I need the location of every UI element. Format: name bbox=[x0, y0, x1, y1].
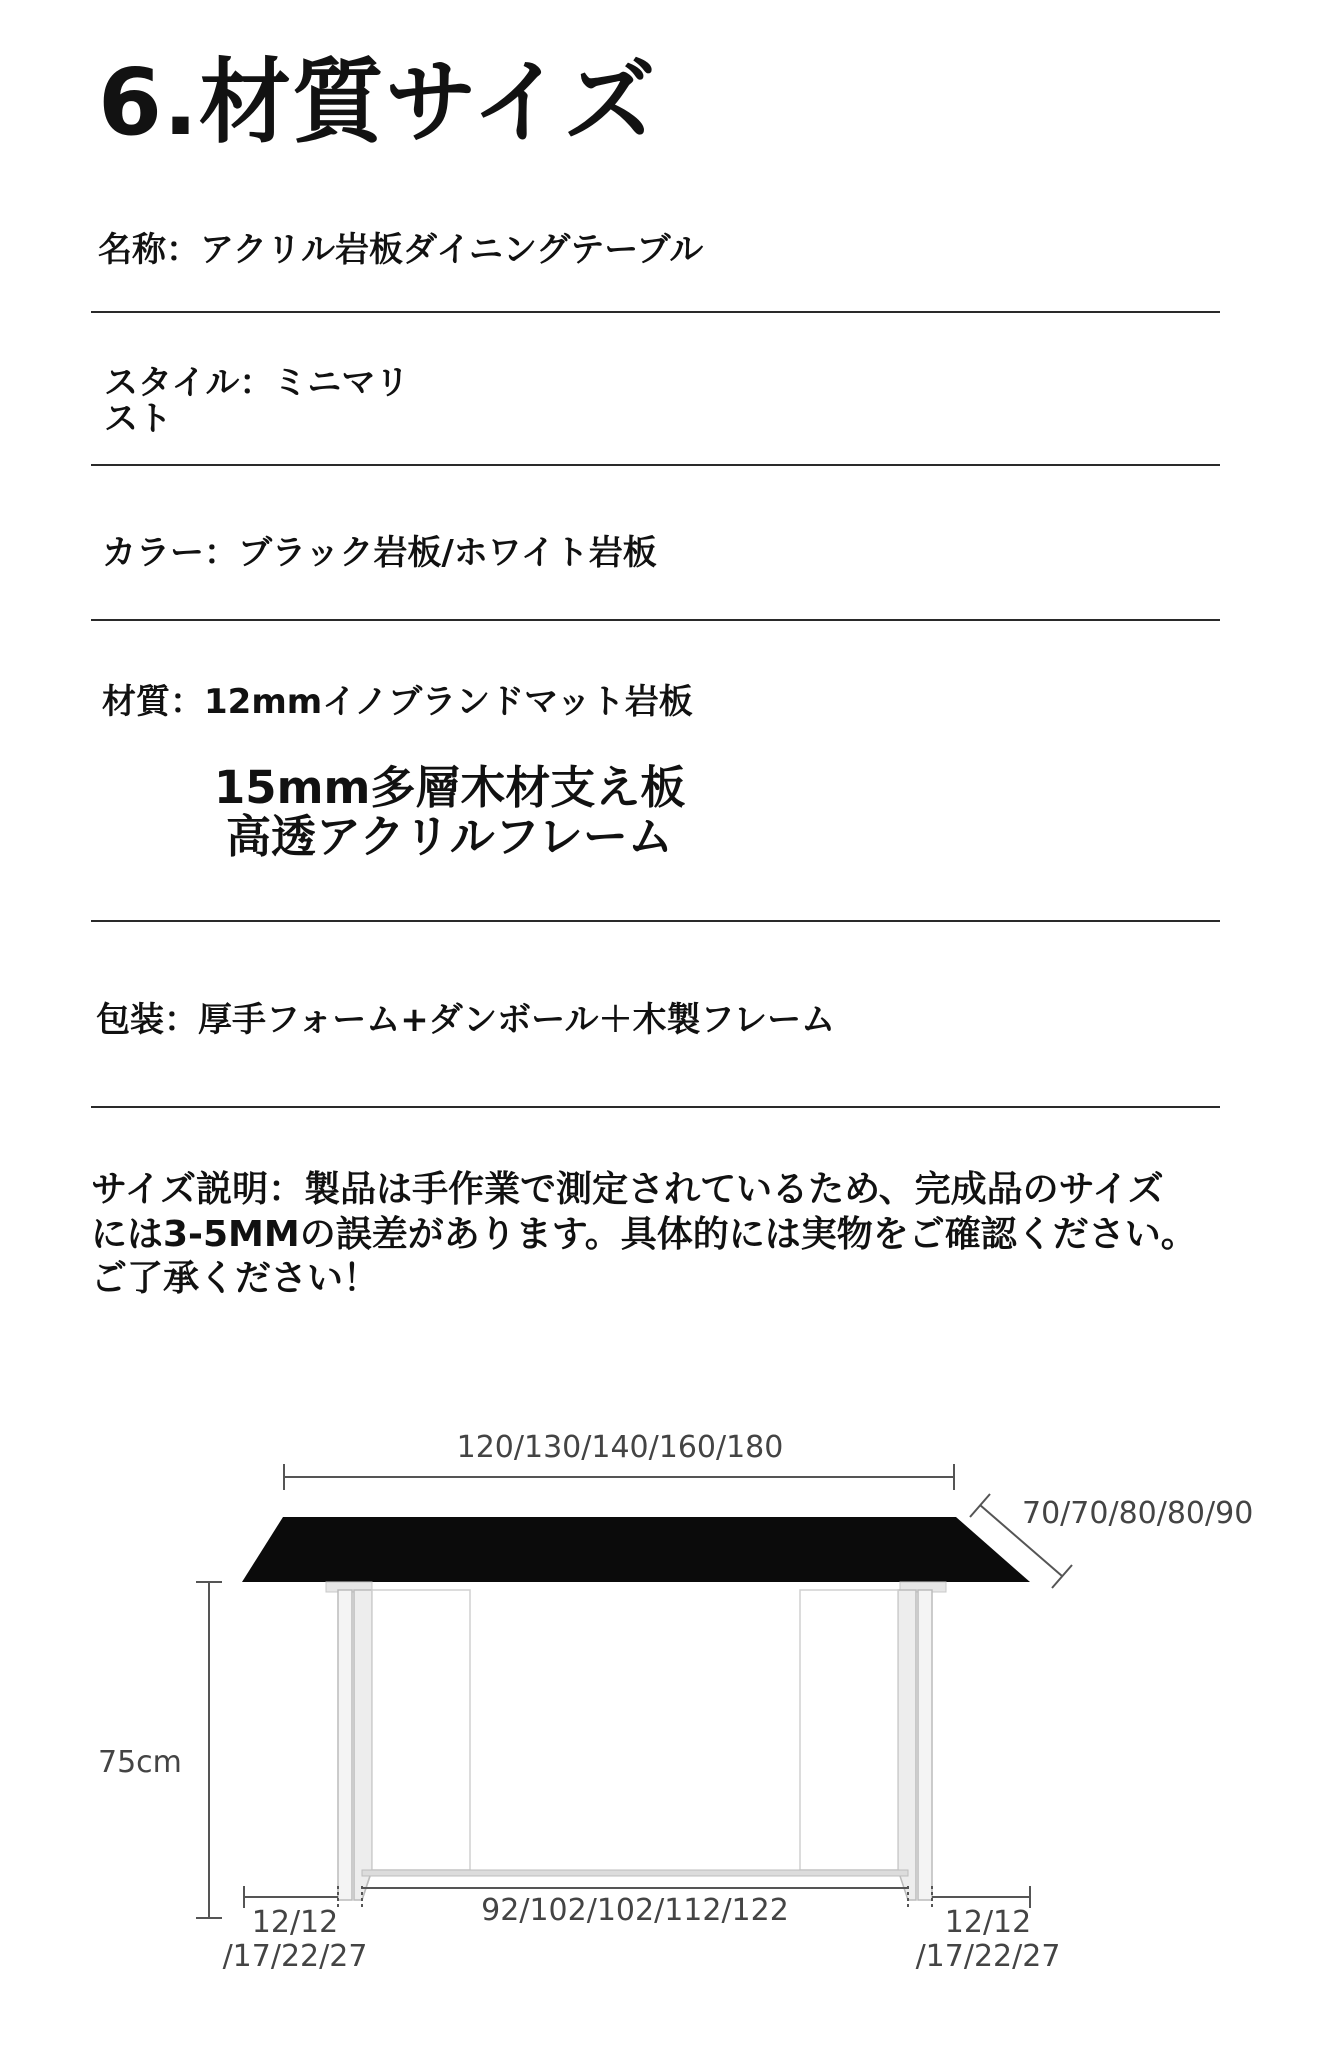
table-dimension-drawing bbox=[0, 1400, 1322, 2048]
divider bbox=[91, 464, 1220, 466]
length-label: 120/130/140/160/180 bbox=[456, 1430, 784, 1465]
length-dimension bbox=[284, 1464, 954, 1490]
left-leg-label: 12/12 bbox=[251, 1905, 339, 1940]
size-note-line: ご了承ください！ bbox=[91, 1258, 380, 1300]
right-leg bbox=[800, 1582, 946, 1900]
spec-material-line: 高透アクリルフレーム bbox=[226, 809, 673, 863]
height-dimension bbox=[196, 1582, 222, 1918]
right-leg-label: 12/12 bbox=[944, 1905, 1032, 1940]
size-note-line: には3-5MMの誤差があります。具体的には実物をご確認ください。 bbox=[91, 1213, 1197, 1255]
size-note-line: サイズ説明：製品は手作業で測定されているため、完成品のサイズ bbox=[91, 1169, 1164, 1210]
depth-label: 70/70/80/80/90 bbox=[1022, 1496, 1254, 1531]
left-leg-label: /17/22/27 bbox=[222, 1939, 368, 1974]
spec-material-label: 材質：12mmイノブランドマット岩板 bbox=[102, 682, 693, 722]
divider bbox=[91, 920, 1220, 922]
right-leg-label: /17/22/27 bbox=[915, 1939, 1061, 1974]
spec-style: スタイル：ミニマリスト bbox=[104, 363, 410, 439]
spec-packaging: 包装：厚手フォーム+ダンボール＋木製フレーム bbox=[96, 1000, 836, 1040]
bottom-stretcher bbox=[362, 1870, 908, 1876]
height-label: 75cm bbox=[98, 1745, 182, 1780]
divider bbox=[91, 619, 1220, 621]
spec-material-details bbox=[214, 761, 686, 863]
size-note bbox=[91, 1168, 1211, 1302]
left-leg bbox=[326, 1582, 470, 1900]
tabletop bbox=[242, 1517, 1030, 1582]
page-title: 6.材質サイズ bbox=[98, 49, 657, 156]
divider bbox=[91, 311, 1220, 313]
spec-name: 名称：アクリル岩板ダイニングテーブル bbox=[98, 230, 704, 270]
inner-span-label: 92/102/102/112/122 bbox=[481, 1893, 789, 1928]
divider bbox=[91, 1106, 1220, 1108]
dimension-diagram bbox=[0, 1400, 1322, 2048]
spec-color: カラー：ブラック岩板/ホワイト岩板 bbox=[102, 533, 657, 573]
spec-material-line: 15mm多層木材支え板 bbox=[214, 761, 686, 814]
